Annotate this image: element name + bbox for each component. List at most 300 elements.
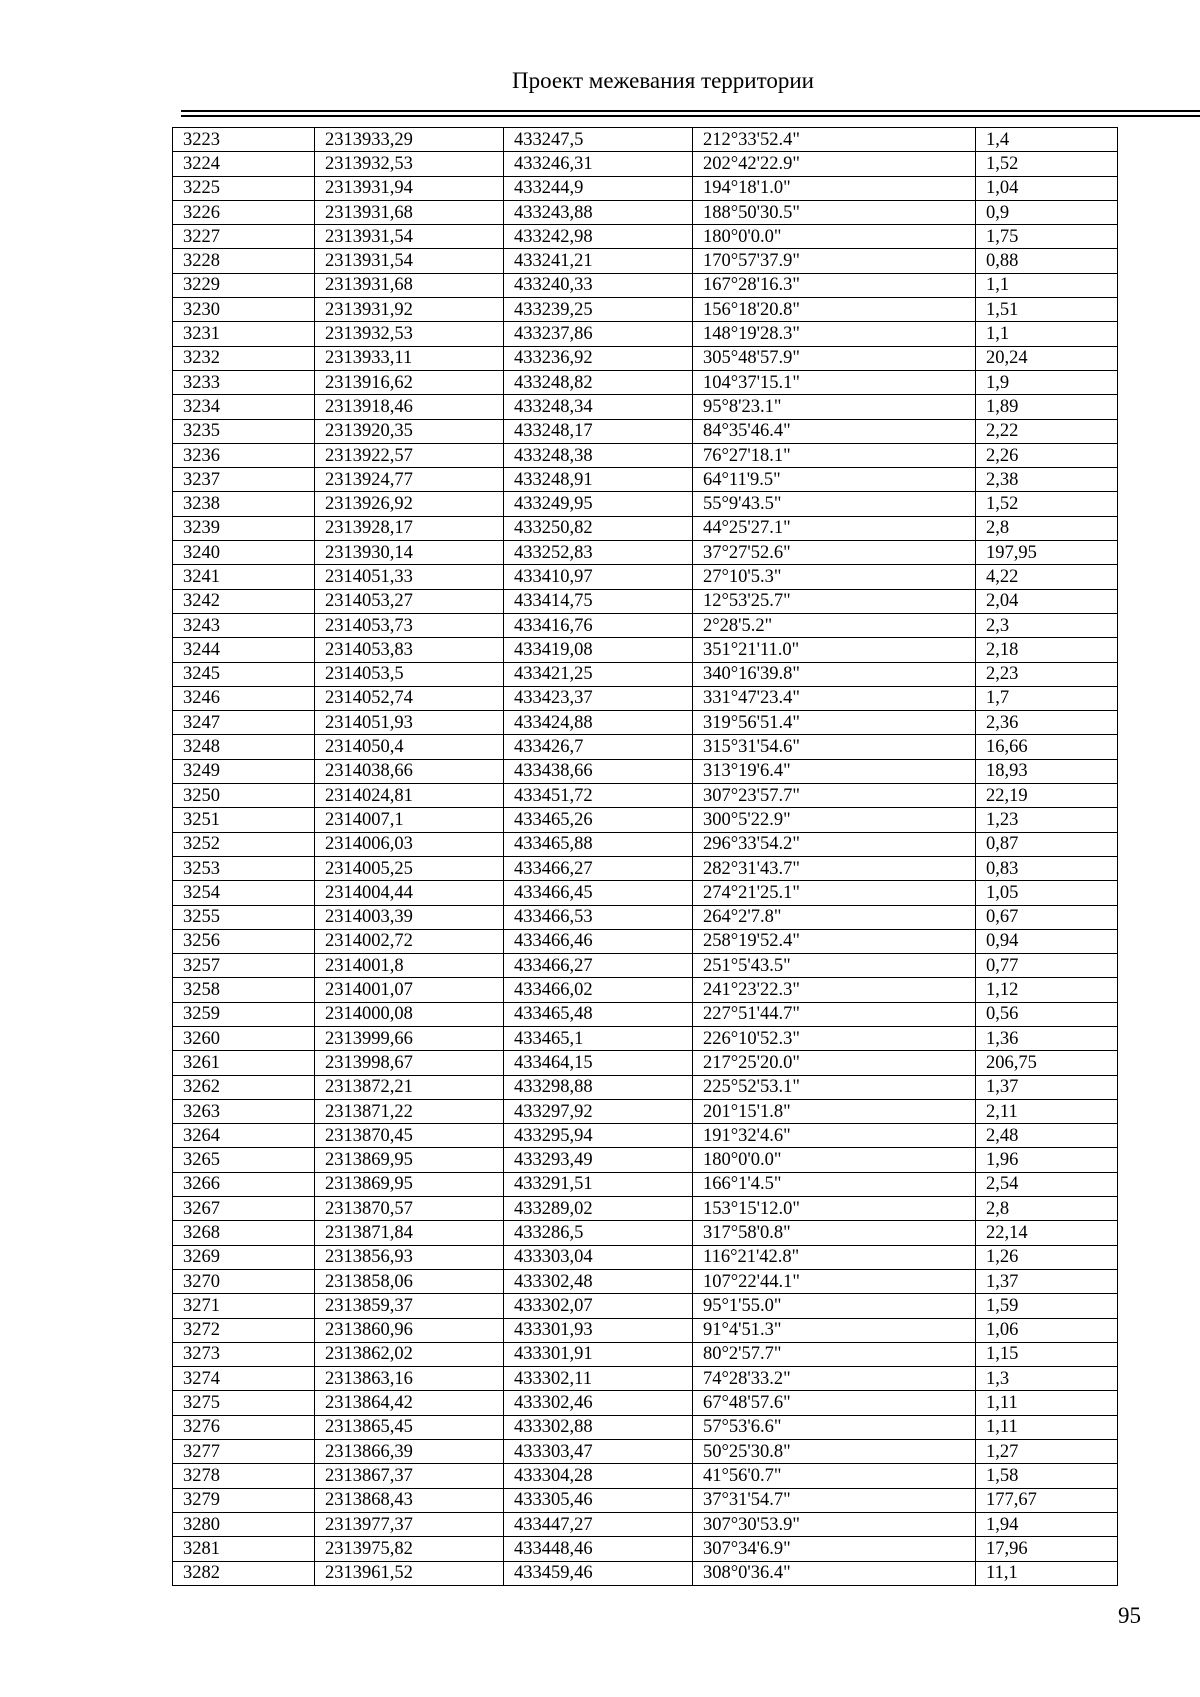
x-coordinate-cell: 2313865,45 [315,1415,504,1439]
direction-angle-cell: 37°27'52.6" [693,541,976,565]
x-coordinate-cell: 2313931,92 [315,298,504,322]
table-row [173,346,1118,370]
direction-angle-cell: 116°21'42.8" [693,1245,976,1269]
point-number-cell: 3265 [173,1148,315,1172]
x-coordinate-cell: 2313916,62 [315,370,504,394]
point-number-cell: 3242 [173,589,315,613]
direction-angle-cell: 180°0'0.0" [693,1148,976,1172]
table-row [173,686,1118,710]
point-number-cell: 3278 [173,1464,315,1488]
y-coordinate-cell: 433241,21 [504,249,693,273]
page-title: Проект межевания территории [512,68,814,93]
table-row [173,808,1118,832]
direction-angle-cell: 170°57'37.9" [693,249,976,273]
point-number-cell: 3248 [173,735,315,759]
distance-cell: 1,96 [976,1148,1118,1172]
x-coordinate-cell: 2313932,53 [315,152,504,176]
distance-cell: 2,04 [976,589,1118,613]
table-row [173,759,1118,783]
point-number-cell: 3279 [173,1488,315,1512]
direction-angle-cell: 64°11'9.5" [693,468,976,492]
y-coordinate-cell: 433414,75 [504,589,693,613]
direction-angle-cell: 148°19'28.3" [693,322,976,346]
direction-angle-cell: 74°28'33.2" [693,1367,976,1391]
table-row [173,1367,1118,1391]
y-coordinate-cell: 433286,5 [504,1221,693,1245]
direction-angle-cell: 258°19'52.4" [693,929,976,953]
direction-angle-cell: 104°37'15.1" [693,370,976,394]
x-coordinate-cell: 2313858,06 [315,1269,504,1293]
point-number-cell: 3260 [173,1026,315,1050]
distance-cell: 2,8 [976,1197,1118,1221]
x-coordinate-cell: 2314001,8 [315,954,504,978]
x-coordinate-cell: 2313862,02 [315,1342,504,1366]
distance-cell: 20,24 [976,346,1118,370]
direction-angle-cell: 300°5'22.9" [693,808,976,832]
table-row [173,1391,1118,1415]
distance-cell: 22,19 [976,784,1118,808]
y-coordinate-cell: 433297,92 [504,1099,693,1123]
y-coordinate-cell: 433424,88 [504,711,693,735]
x-coordinate-cell: 2314053,83 [315,638,504,662]
point-number-cell: 3280 [173,1512,315,1536]
point-number-cell: 3233 [173,370,315,394]
distance-cell: 2,38 [976,468,1118,492]
direction-angle-cell: 44°25'27.1" [693,516,976,540]
x-coordinate-cell: 2313961,52 [315,1561,504,1585]
header-rule-thick [181,110,1200,112]
point-number-cell: 3258 [173,978,315,1002]
point-number-cell: 3231 [173,322,315,346]
point-number-cell: 3235 [173,419,315,443]
x-coordinate-cell: 2314004,44 [315,881,504,905]
distance-cell: 197,95 [976,541,1118,565]
x-coordinate-cell: 2313926,92 [315,492,504,516]
x-coordinate-cell: 2313975,82 [315,1537,504,1561]
direction-angle-cell: 202°42'22.9" [693,152,976,176]
y-coordinate-cell: 433240,33 [504,273,693,297]
x-coordinate-cell: 2313999,66 [315,1026,504,1050]
point-number-cell: 3237 [173,468,315,492]
point-number-cell: 3234 [173,395,315,419]
distance-cell: 1,37 [976,1269,1118,1293]
x-coordinate-cell: 2313932,53 [315,322,504,346]
distance-cell: 1,26 [976,1245,1118,1269]
y-coordinate-cell: 433466,53 [504,905,693,929]
point-number-cell: 3245 [173,662,315,686]
x-coordinate-cell: 2314002,72 [315,929,504,953]
y-coordinate-cell: 433249,95 [504,492,693,516]
y-coordinate-cell: 433237,86 [504,322,693,346]
table-row [173,1464,1118,1488]
table-row [173,370,1118,394]
point-number-cell: 3259 [173,1002,315,1026]
y-coordinate-cell: 433236,92 [504,346,693,370]
table-row [173,395,1118,419]
distance-cell: 11,1 [976,1561,1118,1585]
y-coordinate-cell: 433410,97 [504,565,693,589]
table-row [173,735,1118,759]
table-row [173,881,1118,905]
direction-angle-cell: 307°34'6.9" [693,1537,976,1561]
x-coordinate-cell: 2313869,95 [315,1148,504,1172]
x-coordinate-cell: 2313870,45 [315,1124,504,1148]
point-number-cell: 3269 [173,1245,315,1269]
table-row [173,1415,1118,1439]
page-number: 95 [1118,1603,1141,1628]
distance-cell: 2,36 [976,711,1118,735]
x-coordinate-cell: 2314051,33 [315,565,504,589]
table-row [173,1561,1118,1585]
direction-angle-cell: 107°22'44.1" [693,1269,976,1293]
direction-angle-cell: 188°50'30.5" [693,200,976,224]
table-row [173,978,1118,1002]
table-row [173,1099,1118,1123]
y-coordinate-cell: 433250,82 [504,516,693,540]
direction-angle-cell: 156°18'20.8" [693,298,976,322]
direction-angle-cell: 12°53'25.7" [693,589,976,613]
direction-angle-cell: 95°8'23.1" [693,395,976,419]
point-number-cell: 3272 [173,1318,315,1342]
direction-angle-cell: 37°31'54.7" [693,1488,976,1512]
y-coordinate-cell: 433248,17 [504,419,693,443]
y-coordinate-cell: 433304,28 [504,1464,693,1488]
distance-cell: 2,22 [976,419,1118,443]
y-coordinate-cell: 433248,91 [504,468,693,492]
direction-angle-cell: 313°19'6.4" [693,759,976,783]
y-coordinate-cell: 433242,98 [504,225,693,249]
distance-cell: 1,52 [976,492,1118,516]
y-coordinate-cell: 433248,82 [504,370,693,394]
table-row [173,1075,1118,1099]
point-number-cell: 3251 [173,808,315,832]
y-coordinate-cell: 433465,48 [504,1002,693,1026]
distance-cell: 1,1 [976,322,1118,346]
point-number-cell: 3252 [173,832,315,856]
y-coordinate-cell: 433295,94 [504,1124,693,1148]
direction-angle-cell: 282°31'43.7" [693,856,976,880]
distance-cell: 1,12 [976,978,1118,1002]
table-row [173,1318,1118,1342]
x-coordinate-cell: 2313866,39 [315,1440,504,1464]
coordinates-table-body [173,128,1118,1586]
x-coordinate-cell: 2313920,35 [315,419,504,443]
direction-angle-cell: 225°52'53.1" [693,1075,976,1099]
x-coordinate-cell: 2313871,84 [315,1221,504,1245]
y-coordinate-cell: 433451,72 [504,784,693,808]
x-coordinate-cell: 2313856,93 [315,1245,504,1269]
x-coordinate-cell: 2314003,39 [315,905,504,929]
direction-angle-cell: 27°10'5.3" [693,565,976,589]
distance-cell: 0,94 [976,929,1118,953]
distance-cell: 1,59 [976,1294,1118,1318]
table-row [173,1440,1118,1464]
direction-angle-cell: 191°32'4.6" [693,1124,976,1148]
table-row [173,1488,1118,1512]
y-coordinate-cell: 433464,15 [504,1051,693,1075]
direction-angle-cell: 305°48'57.9" [693,346,976,370]
distance-cell: 17,96 [976,1537,1118,1561]
y-coordinate-cell: 433302,88 [504,1415,693,1439]
table-row [173,298,1118,322]
y-coordinate-cell: 433447,27 [504,1512,693,1536]
y-coordinate-cell: 433303,04 [504,1245,693,1269]
table-row [173,613,1118,637]
table-row [173,322,1118,346]
direction-angle-cell: 194°18'1.0" [693,176,976,200]
y-coordinate-cell: 433302,07 [504,1294,693,1318]
point-number-cell: 3249 [173,759,315,783]
x-coordinate-cell: 2313871,22 [315,1099,504,1123]
table-row [173,128,1118,152]
table-row [173,638,1118,662]
direction-angle-cell: 2°28'5.2" [693,613,976,637]
distance-cell: 1,04 [976,176,1118,200]
distance-cell: 1,11 [976,1415,1118,1439]
distance-cell: 1,52 [976,152,1118,176]
point-number-cell: 3282 [173,1561,315,1585]
direction-angle-cell: 319°56'51.4" [693,711,976,735]
direction-angle-cell: 241°23'22.3" [693,978,976,1002]
point-number-cell: 3244 [173,638,315,662]
y-coordinate-cell: 433239,25 [504,298,693,322]
x-coordinate-cell: 2313867,37 [315,1464,504,1488]
table-row [173,1269,1118,1293]
y-coordinate-cell: 433466,27 [504,856,693,880]
x-coordinate-cell: 2314005,25 [315,856,504,880]
table-row [173,152,1118,176]
y-coordinate-cell: 433291,51 [504,1172,693,1196]
distance-cell: 2,54 [976,1172,1118,1196]
point-number-cell: 3270 [173,1269,315,1293]
distance-cell: 0,88 [976,249,1118,273]
x-coordinate-cell: 2313870,57 [315,1197,504,1221]
point-number-cell: 3232 [173,346,315,370]
y-coordinate-cell: 433448,46 [504,1537,693,1561]
direction-angle-cell: 226°10'52.3" [693,1026,976,1050]
distance-cell: 1,27 [976,1440,1118,1464]
distance-cell: 1,36 [976,1026,1118,1050]
x-coordinate-cell: 2314053,73 [315,613,504,637]
y-coordinate-cell: 433465,88 [504,832,693,856]
x-coordinate-cell: 2313931,94 [315,176,504,200]
direction-angle-cell: 351°21'11.0" [693,638,976,662]
y-coordinate-cell: 433465,1 [504,1026,693,1050]
distance-cell: 22,14 [976,1221,1118,1245]
direction-angle-cell: 76°27'18.1" [693,443,976,467]
y-coordinate-cell: 433302,46 [504,1391,693,1415]
distance-cell: 0,9 [976,200,1118,224]
y-coordinate-cell: 433421,25 [504,662,693,686]
y-coordinate-cell: 433246,31 [504,152,693,176]
distance-cell: 1,15 [976,1342,1118,1366]
table-row [173,200,1118,224]
y-coordinate-cell: 433289,02 [504,1197,693,1221]
direction-angle-cell: 41°56'0.7" [693,1464,976,1488]
distance-cell: 2,11 [976,1099,1118,1123]
distance-cell: 1,51 [976,298,1118,322]
y-coordinate-cell: 433416,76 [504,613,693,637]
y-coordinate-cell: 433243,88 [504,200,693,224]
distance-cell: 18,93 [976,759,1118,783]
x-coordinate-cell: 2313924,77 [315,468,504,492]
y-coordinate-cell: 433248,34 [504,395,693,419]
point-number-cell: 3241 [173,565,315,589]
x-coordinate-cell: 2313860,96 [315,1318,504,1342]
point-number-cell: 3281 [173,1537,315,1561]
distance-cell: 2,26 [976,443,1118,467]
table-row [173,1512,1118,1536]
distance-cell: 0,87 [976,832,1118,856]
table-row [173,1221,1118,1245]
direction-angle-cell: 340°16'39.8" [693,662,976,686]
table-row [173,905,1118,929]
table-row [173,565,1118,589]
table-row [173,176,1118,200]
point-number-cell: 3268 [173,1221,315,1245]
y-coordinate-cell: 433302,11 [504,1367,693,1391]
distance-cell: 1,05 [976,881,1118,905]
y-coordinate-cell: 433466,46 [504,929,693,953]
point-number-cell: 3229 [173,273,315,297]
point-number-cell: 3227 [173,225,315,249]
direction-angle-cell: 67°48'57.6" [693,1391,976,1415]
distance-cell: 0,77 [976,954,1118,978]
distance-cell: 1,89 [976,395,1118,419]
direction-angle-cell: 50°25'30.8" [693,1440,976,1464]
point-number-cell: 3224 [173,152,315,176]
distance-cell: 2,3 [976,613,1118,637]
x-coordinate-cell: 2314038,66 [315,759,504,783]
point-number-cell: 3243 [173,613,315,637]
x-coordinate-cell: 2313928,17 [315,516,504,540]
y-coordinate-cell: 433303,47 [504,1440,693,1464]
table-row [173,249,1118,273]
direction-angle-cell: 217°25'20.0" [693,1051,976,1075]
table-row [173,1294,1118,1318]
direction-angle-cell: 91°4'51.3" [693,1318,976,1342]
x-coordinate-cell: 2313930,14 [315,541,504,565]
table-row [173,516,1118,540]
direction-angle-cell: 274°21'25.1" [693,881,976,905]
x-coordinate-cell: 2314007,1 [315,808,504,832]
distance-cell: 177,67 [976,1488,1118,1512]
distance-cell: 1,37 [976,1075,1118,1099]
direction-angle-cell: 227°51'44.7" [693,1002,976,1026]
y-coordinate-cell: 433466,27 [504,954,693,978]
point-number-cell: 3275 [173,1391,315,1415]
direction-angle-cell: 317°58'0.8" [693,1221,976,1245]
direction-angle-cell: 166°1'4.5" [693,1172,976,1196]
point-number-cell: 3263 [173,1099,315,1123]
table-row [173,541,1118,565]
direction-angle-cell: 180°0'0.0" [693,225,976,249]
table-row [173,1002,1118,1026]
point-number-cell: 3247 [173,711,315,735]
point-number-cell: 3225 [173,176,315,200]
point-number-cell: 3228 [173,249,315,273]
table-row [173,419,1118,443]
x-coordinate-cell: 2313931,68 [315,273,504,297]
distance-cell: 1,9 [976,370,1118,394]
x-coordinate-cell: 2313918,46 [315,395,504,419]
x-coordinate-cell: 2314001,07 [315,978,504,1002]
point-number-cell: 3277 [173,1440,315,1464]
direction-angle-cell: 331°47'23.4" [693,686,976,710]
header-rule-thin [181,115,1200,117]
x-coordinate-cell: 2314053,5 [315,662,504,686]
direction-angle-cell: 167°28'16.3" [693,273,976,297]
y-coordinate-cell: 433302,48 [504,1269,693,1293]
table-row [173,589,1118,613]
table-row [173,1537,1118,1561]
x-coordinate-cell: 2314053,27 [315,589,504,613]
distance-cell: 1,75 [976,225,1118,249]
table-row [173,443,1118,467]
distance-cell: 1,06 [976,1318,1118,1342]
point-number-cell: 3267 [173,1197,315,1221]
x-coordinate-cell: 2313933,29 [315,128,504,152]
point-number-cell: 3271 [173,1294,315,1318]
x-coordinate-cell: 2314024,81 [315,784,504,808]
distance-cell: 2,48 [976,1124,1118,1148]
table-row [173,1026,1118,1050]
table-row [173,929,1118,953]
y-coordinate-cell: 433252,83 [504,541,693,565]
x-coordinate-cell: 2313864,42 [315,1391,504,1415]
point-number-cell: 3256 [173,929,315,953]
distance-cell: 1,23 [976,808,1118,832]
point-number-cell: 3264 [173,1124,315,1148]
x-coordinate-cell: 2314000,08 [315,1002,504,1026]
direction-angle-cell: 315°31'54.6" [693,735,976,759]
direction-angle-cell: 55°9'43.5" [693,492,976,516]
x-coordinate-cell: 2313868,43 [315,1488,504,1512]
point-number-cell: 3274 [173,1367,315,1391]
distance-cell: 1,1 [976,273,1118,297]
distance-cell: 2,23 [976,662,1118,686]
table-row [173,225,1118,249]
x-coordinate-cell: 2313931,54 [315,225,504,249]
y-coordinate-cell: 433438,66 [504,759,693,783]
point-number-cell: 3262 [173,1075,315,1099]
table-row [173,273,1118,297]
point-number-cell: 3230 [173,298,315,322]
distance-cell: 2,8 [976,516,1118,540]
y-coordinate-cell: 433298,88 [504,1075,693,1099]
direction-angle-cell: 212°33'52.4" [693,128,976,152]
direction-angle-cell: 308°0'36.4" [693,1561,976,1585]
y-coordinate-cell: 433301,91 [504,1342,693,1366]
direction-angle-cell: 251°5'43.5" [693,954,976,978]
distance-cell: 206,75 [976,1051,1118,1075]
table-row [173,468,1118,492]
table-row [173,1051,1118,1075]
table-row [173,492,1118,516]
direction-angle-cell: 296°33'54.2" [693,832,976,856]
point-number-cell: 3246 [173,686,315,710]
direction-angle-cell: 153°15'12.0" [693,1197,976,1221]
table-row [173,1124,1118,1148]
x-coordinate-cell: 2314051,93 [315,711,504,735]
direction-angle-cell: 307°23'57.7" [693,784,976,808]
table-row [173,954,1118,978]
direction-angle-cell: 57°53'6.6" [693,1415,976,1439]
x-coordinate-cell: 2313931,54 [315,249,504,273]
x-coordinate-cell: 2313977,37 [315,1512,504,1536]
point-number-cell: 3261 [173,1051,315,1075]
y-coordinate-cell: 433459,46 [504,1561,693,1585]
